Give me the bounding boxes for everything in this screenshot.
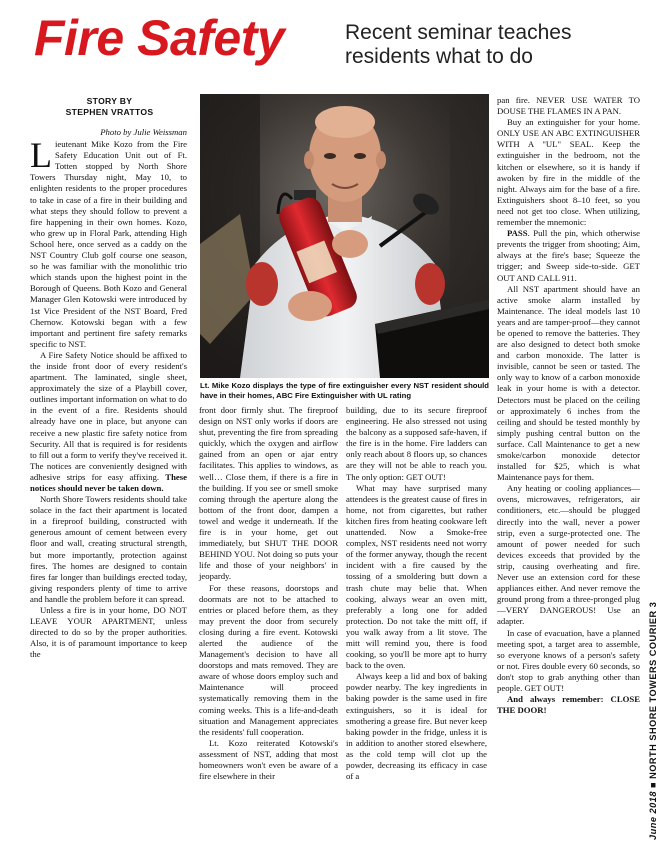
paragraph: front door firmly shut. The fireproof design on NST only works if doors are shut, preventing the fire from spreading quickly, which the oxygen and airflow gained from an open or ajar entry facilitates. This applies to windows, as well… Close them, if there is a fire in the building. If you see or smell smoke coming through the aperture along the bottom of the front door, dampen a towel and wedge it underneath. If the fire is in your home, get out immediately, but SHUT THE DOOR BEHIND YOU. Not doing so puts your life and those of your neighbors' in jeopardy.: [199, 405, 338, 582]
paragraph-intro: [30, 135, 187, 350]
paragraph: Buy an extinguisher for your home. ONLY USE AN ABC EXTINGUISHER WITH A "UL" SEAL. Keep the extinguisher in the bedroom, not the kitchen or elsewhere, so it is handy if awoken by fire in the middle of the night. Always aim for the base of a fire. Extinguishers shoot 8–10 feet, so you need not get too close. When utilizing, remember the mnemonic:: [497, 117, 640, 228]
paragraph: Any heating or cooling appliances—ovens, microwaves, refrigerators, air conditioners, etc.—should be plugged directly into the wall, never a power strip, even a surge-protected one. The amount of power needed for such devices exceeds that provided by the strip, causing overheating and fire. Never use an extension cord for these appliances either. And never remove the ground prong from a three-pronged plug—VERY DANGEROUS! Use an adapter.: [497, 483, 640, 627]
paragraph-text: . Pull the pin, which otherwise prevents the trigger from shooting; Aim, always at the fire's base; Squeeze the trigger; and Sweep side-to-side. GET OUT AND CALL 911.: [497, 228, 640, 283]
paragraph: [497, 228, 640, 283]
paragraph: In case of evacuation, have a planned meeting spot, a target area to assemble, so everyone knows of a person's safety or not. Fires double every 60 seconds, so don't stop to grab anything other than people. GET OUT!: [497, 627, 640, 693]
paragraph: building, due to its secure fireproof engineering. He also stressed not using the balcony as a supposed safe-haven, if the fire is in the home. Fire ladders can only reach about 8 floors up, so chances are they will not be able to reach you. The only option: GET OUT!: [346, 405, 487, 482]
byline-label: STORY BY: [86, 96, 133, 106]
photo-illustration: [200, 94, 489, 378]
byline-author: STEPHEN VRATTOS: [65, 107, 154, 117]
byline: [32, 96, 187, 118]
column-4: [497, 95, 640, 716]
article-subtitle: Recent seminar teaches residents what to do: [345, 21, 572, 68]
paragraph: North Shore Towers residents should take solace in the fact their apartment is located in a fireproof building, constructed with generous amount of cement between every floor and wall, creating structural strength, but more importantly, protection against fires. The homes are designed to contain fires far longer than buildings erected today, giving responders plenty of time to arrive and handle the problem before it can spread.: [30, 494, 187, 604]
article-title: Fire Safety: [34, 10, 285, 66]
page-number: 3: [648, 601, 658, 608]
closing-paragraph: And always remember: CLOSE THE DOOR!: [497, 694, 640, 716]
footer-separator: ■: [648, 781, 658, 788]
paragraph: [30, 350, 187, 494]
paragraph: Unless a fire is in your home, DO NOT LEAVE YOUR APARTMENT, unless directed to do so by the proper authorities. Also, it is of paramount importance to keep the: [30, 605, 187, 660]
paragraph: Lt. Kozo reiterated Kotowski's assessment of NST, adding that most homeowners won't even be aware of a fire elsewhere in their: [199, 737, 338, 782]
column-3: [346, 405, 487, 782]
photo-credit: Photo by Julie Weissman: [100, 127, 187, 137]
photo-lt-kozo: [200, 94, 489, 378]
issue-date: June 2018: [648, 791, 658, 840]
paragraph: Always keep a lid and box of baking powder nearby. The key ingredients in baking powder is the same used in fire extinguishers, so it is ideal for smothering a grease fire. But never keep baking powder in the fridge, unless it is in addition to another stored elsewhere, as the cold temp will clot up the powder, decreasing its efficacy in case of a: [346, 671, 487, 782]
column-1: [30, 127, 187, 661]
paragraph-text: A Fire Safety Notice should be affixed to the inside front door of every resident's apartment. The laminated, single sheet, approximately the size of a Playbill cover, outlines important information on what to do in the event of a fire. Residents should already have one in place, but anyone can receive a new plastic fire safety notice from Security. All that is required is for residents to fill out a form to verify they've received it. The notices are conveniently designed with adhesive strips for easy affixing.: [30, 349, 187, 482]
drop-cap: L: [30, 135, 52, 176]
column-2: [199, 405, 338, 782]
paragraph: What may have surprised many attendees is the greatest cause of fires in home, not from cigarettes, but rather kitchen fires from heating cookware left unattended. Now a Smoke-free complex, NST residents need not worry of the former anyway, though the recent incident with a fire caused by the tossing of a smoldering butt down a trash chute may belie that. When cooking, always wear an oven mitt, preferably a long one for added protection. Do not take the mitt off, if you walk away from a lit stove. The mitt will remind you, there is food cooking, so you'll be more apt to hurry back to the oven.: [346, 482, 487, 671]
photo-caption: Lt. Mike Kozo displays the type of fire extinguisher every NST resident should have in their homes, ABC Fire Extinguisher with UL rating: [200, 381, 489, 400]
publication-name: NORTH SHORE TOWERS COURIER: [648, 610, 658, 779]
paragraph-bold-text: These notices should never be taken down.: [30, 471, 187, 493]
pass-mnemonic: PASS: [507, 228, 528, 239]
paragraph: pan fire. NEVER USE WATER TO DOUSE THE FLAMES IN A PAN.: [497, 95, 640, 117]
paragraph-intro-text: ieutenant Mike Kozo from the Fire Safety Education Unit out of Ft. Totten stopped by North Shore Towers Thursday night, May 10, to enlighten residents to the proper procedures to take in case of a fire in their building and what steps they should follow to prevent a fire happening in their own homes. Kozo, who grew up in Floral Park, attending High School here, once served as a caddy on the NST Country Club golf course one season, so he was familiar with the monolithic trio which stands upon the highest point in the Borough of Queens. Both Kozo and General Manager Glen Kotowski were introduced by 1st Vice President of the NST Board, Fred Chernow. Kotowski began with a few important and pertinent fire safety remarks specific to NST.: [30, 139, 187, 349]
paragraph: For these reasons, doorstops and doormats are not to be attached to entries or placed before them, as they may prevent the door from securely closing during a fire event. Kotowski alerted the audience of the Management's decision to have all doorstops and mats removed. They are aware of whose doors employ such and Maintenance will proceed systematically removing them in the coming weeks. This is a life-and-death situation and Management appreciates the residents' full cooperation.: [199, 582, 338, 737]
page-footer-vertical: [648, 602, 658, 840]
paragraph: All NST apartment should have an active smoke alarm installed by Maintenance. The ideal models last 10 years and are tamper-proof—they cannot be opened to remove the batteries. They are also designed to detect both smoke and carbon monoxide. The latter is invisible, cannot be seen or tasted. The only way to know of a carbon monoxide leak in your home is with a detector. Detectors must be placed on the ceiling or approximately 6 inches from the ceiling and should be tested monthly by simply pushing central button on the surface. Call Maintenance to get a new smoke/carbon monoxide detector installed for $25, which is what Maintenance pays for them.: [497, 283, 640, 483]
